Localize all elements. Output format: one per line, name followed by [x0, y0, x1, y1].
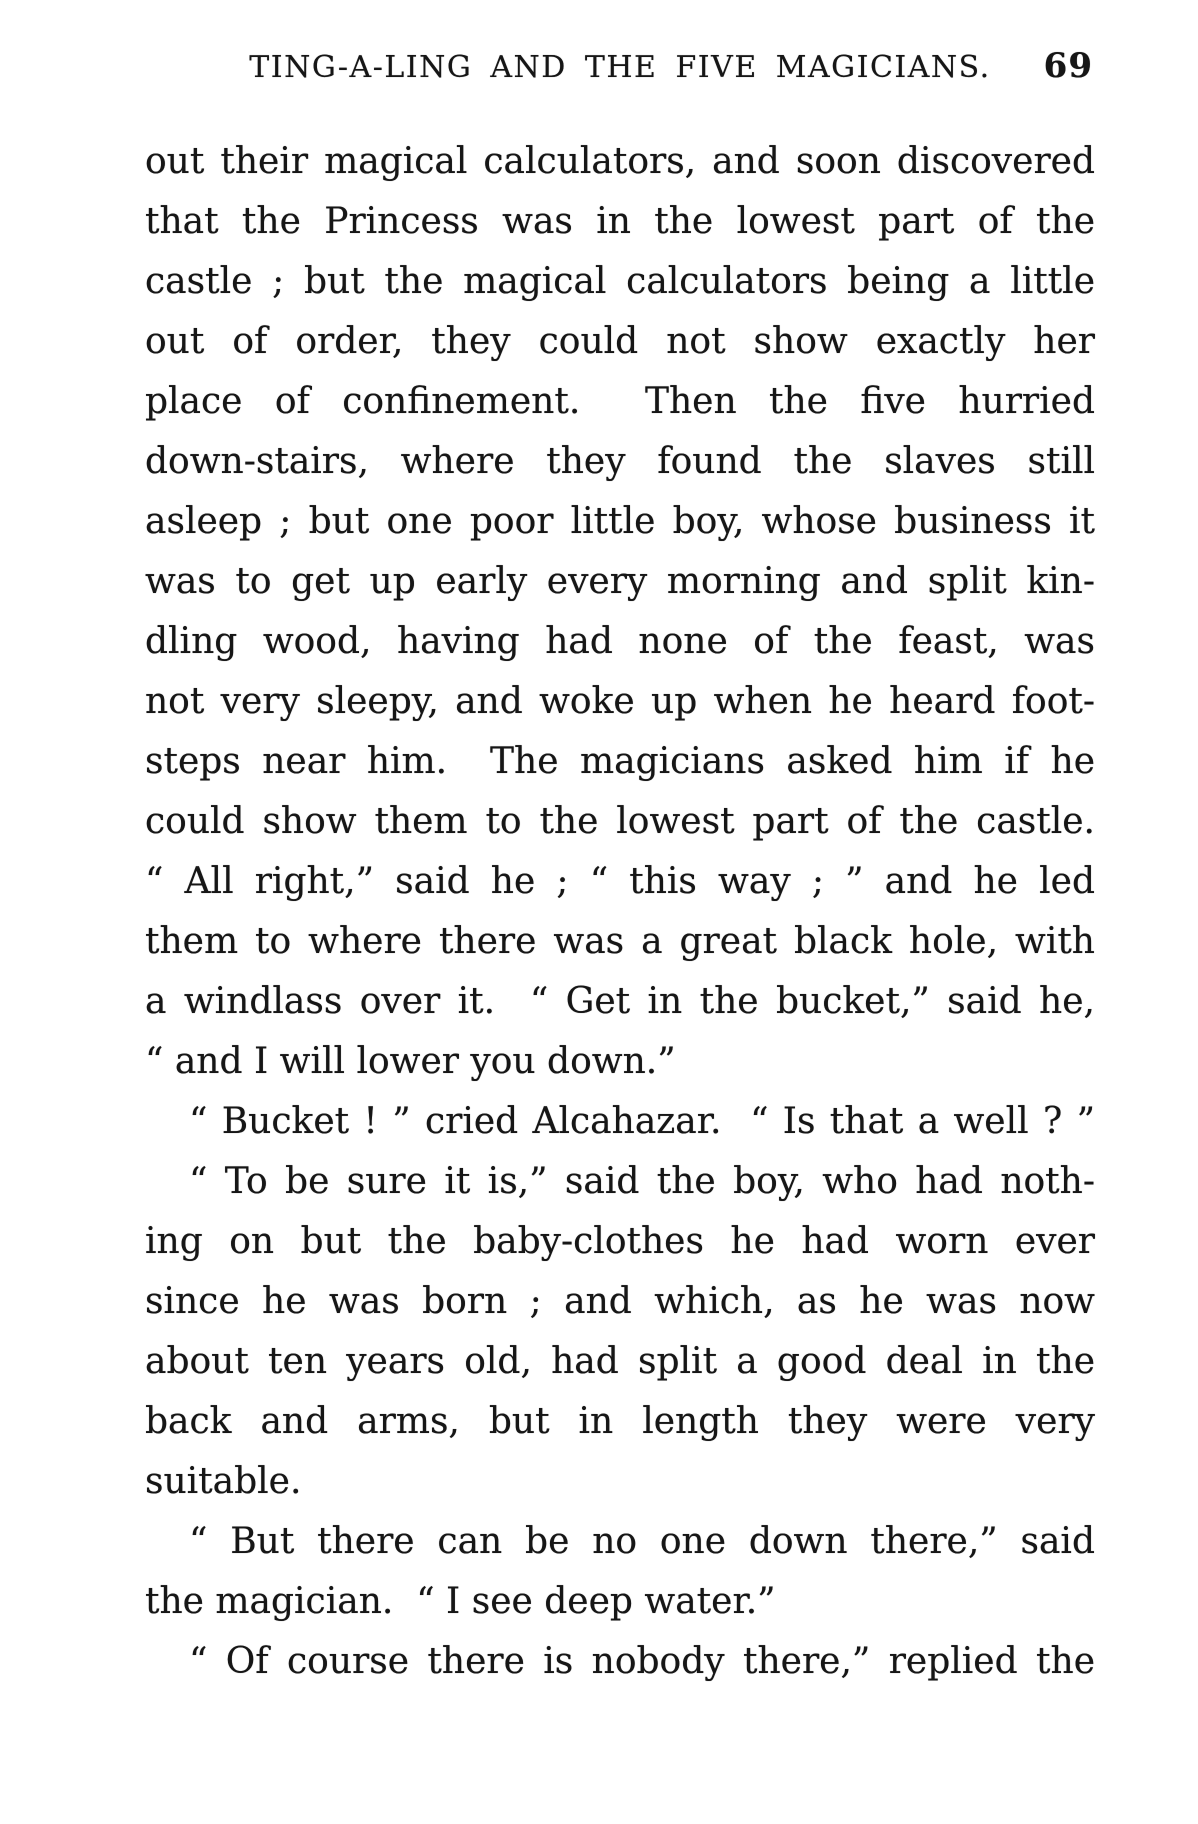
text-line: “ Bucket ! ” cried Alcahazar. “ Is that a well ? ” — [189, 1101, 1095, 1142]
running-title: TING-A-LING AND THE FIVE MAGICIANS. — [249, 50, 991, 85]
text-line: “ All right,” said he ; “ this way ; ” and he led — [145, 861, 1095, 902]
text-line: out their magical calculators, and soon discovered — [145, 141, 1095, 182]
text-line: dling wood, having had none of the feast, was — [145, 621, 1095, 662]
text-line: about ten years old, had split a good deal in the — [145, 1341, 1095, 1382]
text-line: “ To be sure it is,” said the boy, who had noth- — [189, 1161, 1095, 1202]
text-line: them to where there was a great black hole, with — [145, 921, 1095, 962]
text-line: could show them to the lowest part of the castle. — [145, 801, 1095, 842]
text-line: ing on but the baby-clothes he had worn ever — [145, 1221, 1095, 1262]
text-line: down-stairs, where they found the slaves still — [145, 441, 1095, 482]
text-line: asleep ; but one poor little boy, whose business it — [145, 501, 1095, 542]
text-line: suitable. — [145, 1461, 302, 1502]
text-line: place of confinement. Then the five hurried — [145, 381, 1095, 422]
text-line: castle ; but the magical calculators being a little — [145, 261, 1095, 302]
text-line: back and arms, but in length they were very — [145, 1401, 1095, 1442]
text-line: the magician. “ I see deep water.” — [145, 1581, 776, 1622]
text-line: “ and I will lower you down.” — [145, 1041, 676, 1082]
text-line: not very sleepy, and woke up when he heard foot- — [145, 681, 1095, 722]
text-line: steps near him. The magicians asked him if he — [145, 741, 1095, 782]
text-line: was to get up early every morning and split kin- — [145, 561, 1095, 602]
body-text — [145, 132, 1095, 1692]
text-line: since he was born ; and which, as he was now — [145, 1281, 1095, 1322]
running-header — [145, 46, 1095, 90]
text-line: “ But there can be no one down there,” said — [189, 1521, 1095, 1562]
text-line: that the Princess was in the lowest part of the — [145, 201, 1095, 242]
text-line: a windlass over it. “ Get in the bucket,” said he, — [145, 981, 1095, 1022]
text-line: “ Of course there is nobody there,” replied the — [189, 1641, 1095, 1682]
page-number: 69 — [1043, 46, 1093, 86]
text-line: out of order, they could not show exactly her — [145, 321, 1095, 362]
